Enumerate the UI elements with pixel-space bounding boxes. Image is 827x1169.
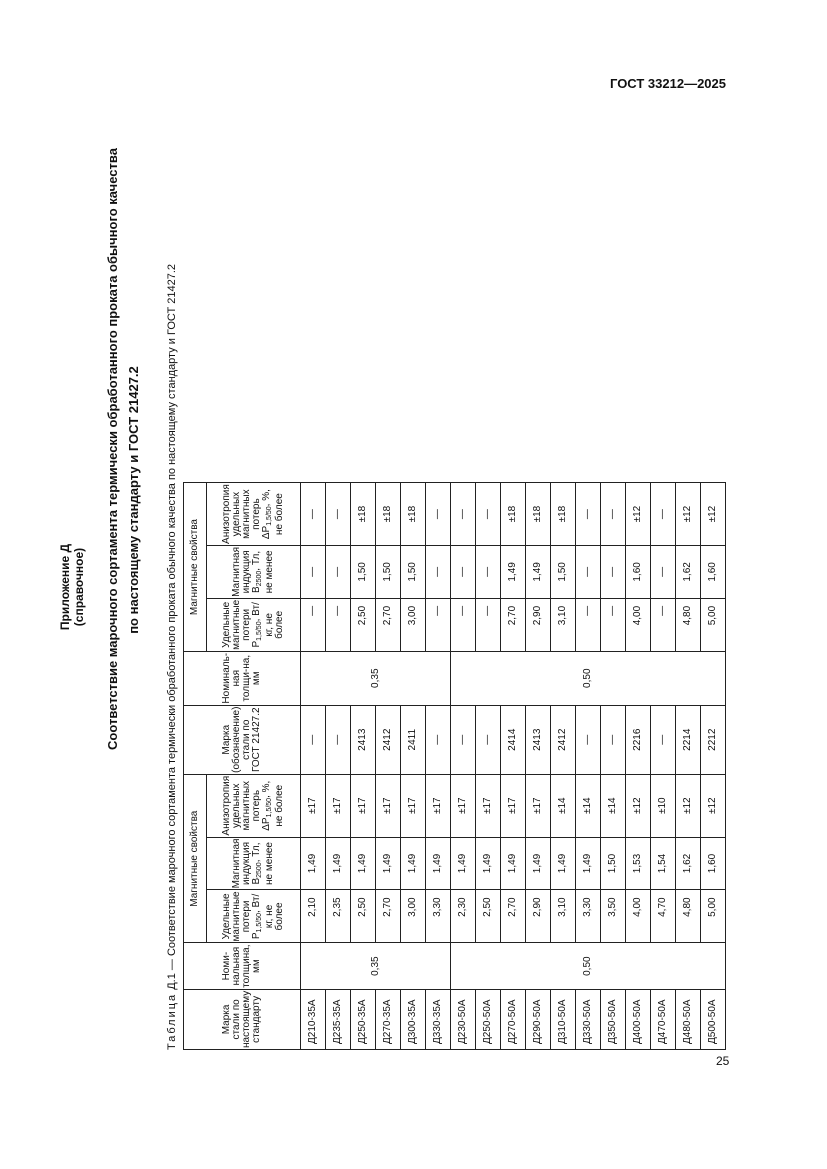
induction-cell: 1,49	[501, 837, 526, 890]
gost-grade-cell: —	[576, 705, 601, 774]
anisotropy-cell: ±14	[576, 774, 601, 837]
anisotropy-cell: ±17	[426, 774, 451, 837]
gost-induction-cell: 1,50	[351, 545, 376, 598]
gost-grade-cell: 2412	[376, 705, 401, 774]
induction-cell: 1,49	[526, 837, 551, 890]
page-number: 25	[716, 1054, 730, 1068]
grade-cell: Д310-50А	[551, 989, 576, 1049]
gost-induction-cell: 1,60	[626, 545, 651, 598]
anisotropy-cell: ±17	[476, 774, 501, 837]
gost-specific-loss-cell: —	[476, 598, 501, 651]
grade-cell: Д350-50А	[601, 989, 626, 1049]
header-gost-induction-sub: 2500	[256, 570, 263, 587]
grade-cell: Д270-50А	[501, 989, 526, 1049]
gost-anisotropy-cell: ±12	[676, 483, 701, 546]
gost-induction-cell: —	[451, 545, 476, 598]
header-specific-loss-text: Удельные магнитные потери P	[221, 891, 262, 942]
thickness-cell: 0,50	[451, 943, 726, 989]
gost-anisotropy-cell: ±18	[526, 483, 551, 546]
document-title	[102, 148, 144, 750]
gost-grade-cell: 2212	[701, 705, 726, 774]
header-gost-thickness: Номиналь-ная толщи-на, мм	[184, 651, 301, 705]
gost-grade-cell: —	[651, 705, 676, 774]
anisotropy-cell: ±17	[526, 774, 551, 837]
gost-anisotropy-cell: —	[601, 483, 626, 546]
anisotropy-cell: ±12	[701, 774, 726, 837]
induction-cell: 1,49	[401, 837, 426, 890]
induction-cell: 1,62	[676, 837, 701, 890]
header-magnetic-properties: Магнитные свойства	[184, 774, 207, 943]
gost-grade-cell: 2413	[351, 705, 376, 774]
induction-cell: 1,49	[426, 837, 451, 890]
gost-anisotropy-cell: ±18	[551, 483, 576, 546]
header-anisotropy-sub: 1,5/50	[266, 797, 273, 818]
gost-anisotropy-cell: ±12	[701, 483, 726, 546]
gost-specific-loss-cell: 4,00	[626, 598, 651, 651]
gost-thickness-cell: 0,35	[301, 651, 451, 705]
gost-grade-cell: —	[451, 705, 476, 774]
gost-anisotropy-cell: ±18	[401, 483, 426, 546]
header-gost-magnetic-properties: Магнитные свойства	[184, 483, 207, 652]
gost-specific-loss-cell: —	[651, 598, 676, 651]
induction-cell: 1,49	[376, 837, 401, 890]
anisotropy-cell: ±17	[401, 774, 426, 837]
grade-cell: Д330-35А	[426, 989, 451, 1049]
specific-loss-cell: 4,00	[626, 890, 651, 943]
gost-specific-loss-cell: —	[301, 598, 326, 651]
gost-anisotropy-cell: —	[326, 483, 351, 546]
header-gost-induction-text: Магнитная индукция B	[231, 546, 262, 597]
specific-loss-cell: 2,90	[526, 890, 551, 943]
header-gost-induction-unit: , Тл, не менее	[251, 550, 275, 594]
thickness-cell: 0,35	[301, 943, 451, 989]
table-row	[451, 483, 476, 1050]
grade-cell: Д235-35А	[326, 989, 351, 1049]
anisotropy-cell: ±14	[601, 774, 626, 837]
gost-induction-cell: 1,49	[501, 545, 526, 598]
induction-cell: 1,49	[476, 837, 501, 890]
header-anisotropy	[207, 774, 301, 837]
gost-grade-cell: —	[426, 705, 451, 774]
grade-cell: Д470-50А	[651, 989, 676, 1049]
gost-specific-loss-cell: —	[426, 598, 451, 651]
gost-grade-cell: 2414	[501, 705, 526, 774]
gost-anisotropy-cell: ±18	[351, 483, 376, 546]
gost-grade-cell: 2216	[626, 705, 651, 774]
induction-cell: 1,49	[551, 837, 576, 890]
gost-induction-cell: 1,50	[551, 545, 576, 598]
gost-induction-cell: —	[601, 545, 626, 598]
gost-specific-loss-cell: 2,70	[376, 598, 401, 651]
header-gost-anisotropy-text: Анизотропия удельных магнитных потерь ΔP	[221, 484, 272, 544]
grade-cell: Д400-50А	[626, 989, 651, 1049]
gost-anisotropy-cell: —	[651, 483, 676, 546]
header-gost-specific-loss-text: Удельные магнитные потери P	[221, 599, 262, 650]
document-title-line-2: по настоящему стандарту и ГОСТ 21427.2	[126, 366, 141, 634]
specific-loss-cell: 2,10	[301, 890, 326, 943]
induction-cell: 1,49	[451, 837, 476, 890]
specific-loss-cell: 2,50	[351, 890, 376, 943]
gost-specific-loss-cell: 5,00	[701, 598, 726, 651]
gost-specific-loss-cell: 2,70	[501, 598, 526, 651]
gost-grade-cell: 2413	[526, 705, 551, 774]
induction-cell: 1,49	[351, 837, 376, 890]
specific-loss-cell: 3,50	[601, 890, 626, 943]
gost-induction-cell: —	[651, 545, 676, 598]
grade-cell: Д500-50А	[701, 989, 726, 1049]
gost-induction-cell: —	[301, 545, 326, 598]
grade-cell: Д250-50А	[476, 989, 501, 1049]
specific-loss-cell: 2,70	[376, 890, 401, 943]
gost-induction-cell: —	[426, 545, 451, 598]
table-caption-text: Д.1 — Соответствие марочного сортамента термически обработанного проката обычного качества по настоящему стандарту и ГОСТ 21427.2	[166, 264, 178, 990]
specific-loss-cell: 2,30	[451, 890, 476, 943]
grade-cell: Д330-50А	[576, 989, 601, 1049]
header-specific-loss	[207, 890, 301, 943]
gost-grade-cell: 2214	[676, 705, 701, 774]
induction-cell: 1,54	[651, 837, 676, 890]
gost-grade-cell: —	[601, 705, 626, 774]
gost-specific-loss-cell: —	[576, 598, 601, 651]
induction-cell: 1,53	[626, 837, 651, 890]
anisotropy-cell: ±17	[376, 774, 401, 837]
header-gost-grade: Марка (обозначение) стали по ГОСТ 21427.2	[184, 705, 301, 774]
gost-grade-cell: 2411	[401, 705, 426, 774]
gost-anisotropy-cell: —	[451, 483, 476, 546]
header-gost-anisotropy-sub: 1,5/50	[266, 506, 273, 526]
grade-cell: Д480-50А	[676, 989, 701, 1049]
anisotropy-cell: ±14	[551, 774, 576, 837]
specific-loss-cell: 3,00	[401, 890, 426, 943]
anisotropy-cell: ±17	[326, 774, 351, 837]
gost-specific-loss-cell: —	[326, 598, 351, 651]
specific-loss-cell: 3,10	[551, 890, 576, 943]
header-induction	[207, 837, 301, 890]
anisotropy-cell: ±12	[626, 774, 651, 837]
gost-induction-cell: —	[576, 545, 601, 598]
header-gost-specific-loss	[207, 598, 301, 651]
grade-cell: Д230-50А	[451, 989, 476, 1049]
anisotropy-cell: ±17	[451, 774, 476, 837]
gost-induction-cell: —	[326, 545, 351, 598]
table-header-row	[184, 483, 207, 1050]
header-induction-unit: , Тл, не менее	[251, 842, 275, 885]
specific-loss-cell: 2,70	[501, 890, 526, 943]
gost-specific-loss-cell: 3,00	[401, 598, 426, 651]
grade-cell: Д210-35А	[301, 989, 326, 1049]
specific-loss-cell: 3,30	[426, 890, 451, 943]
induction-cell: 1,49	[576, 837, 601, 890]
gost-specific-loss-cell: 4,80	[676, 598, 701, 651]
header-anisotropy-text: Анизотропия удельных магнитных потерь ΔP	[221, 775, 272, 836]
header-grade: Марка стали по настоящему стандарту	[184, 989, 301, 1049]
induction-cell: 1,49	[326, 837, 351, 890]
gost-specific-loss-cell: —	[601, 598, 626, 651]
gost-induction-cell: 1,62	[676, 545, 701, 598]
grade-cell: Д250-35А	[351, 989, 376, 1049]
gost-thickness-cell: 0,50	[451, 651, 726, 705]
gost-induction-cell: 1,60	[701, 545, 726, 598]
specific-loss-cell: 3,30	[576, 890, 601, 943]
header-gost-specific-loss-unit: , Вт/кг, не более	[251, 602, 285, 639]
gost-specific-loss-cell: 3,10	[551, 598, 576, 651]
anisotropy-cell: ±17	[501, 774, 526, 837]
specific-loss-cell: 2,35	[326, 890, 351, 943]
specific-loss-cell: 5,00	[701, 890, 726, 943]
header-induction-sub: 2500	[256, 862, 263, 878]
appendix-heading	[58, 507, 86, 667]
gost-grade-cell: 2412	[551, 705, 576, 774]
grade-cell: Д270-35А	[376, 989, 401, 1049]
induction-cell: 1,49	[301, 837, 326, 890]
anisotropy-cell: ±12	[676, 774, 701, 837]
anisotropy-cell: ±17	[301, 774, 326, 837]
correspondence-table	[183, 482, 726, 1050]
gost-anisotropy-cell: —	[301, 483, 326, 546]
gost-specific-loss-cell: 2,90	[526, 598, 551, 651]
gost-grade-cell: —	[476, 705, 501, 774]
anisotropy-cell: ±10	[651, 774, 676, 837]
gost-specific-loss-cell: 2,50	[351, 598, 376, 651]
gost-anisotropy-cell: ±18	[376, 483, 401, 546]
header-specific-loss-sub: 1,5/50	[256, 913, 263, 933]
gost-anisotropy-cell: —	[576, 483, 601, 546]
header-thickness: Номи-нальная толщина, мм	[184, 943, 301, 989]
gost-induction-cell: 1,50	[376, 545, 401, 598]
specific-loss-cell: 4,70	[651, 890, 676, 943]
grade-cell: Д300-35А	[401, 989, 426, 1049]
appendix-subtitle: (справочное)	[72, 547, 86, 627]
header-anisotropy-unit: , %, не более	[261, 780, 285, 827]
anisotropy-cell: ±17	[351, 774, 376, 837]
document-title-line-1: Соответствие марочного сортамента термически обработанного проката обычного качества	[105, 148, 120, 750]
table-body	[301, 483, 726, 1050]
gost-grade-cell: —	[301, 705, 326, 774]
gost-grade-cell: —	[326, 705, 351, 774]
table-caption-label: Таблица	[166, 992, 178, 1050]
induction-cell: 1,50	[601, 837, 626, 890]
table-caption	[166, 264, 178, 1050]
gost-anisotropy-cell: —	[476, 483, 501, 546]
header-gost-anisotropy	[207, 483, 301, 546]
gost-induction-cell: 1,50	[401, 545, 426, 598]
induction-cell: 1,60	[701, 837, 726, 890]
specific-loss-cell: 2,50	[476, 890, 501, 943]
header-specific-loss-unit: , Вт/кг, не более	[251, 893, 285, 931]
specific-loss-cell: 4,80	[676, 890, 701, 943]
header-induction-text: Магнитная индукция B	[231, 838, 262, 889]
header-gost-specific-loss-sub: 1,5/50	[256, 621, 263, 641]
gost-anisotropy-cell: —	[426, 483, 451, 546]
gost-induction-cell: —	[476, 545, 501, 598]
header-gost-induction	[207, 545, 301, 598]
grade-cell: Д290-50А	[526, 989, 551, 1049]
gost-anisotropy-cell: ±12	[626, 483, 651, 546]
appendix-title: Приложение Д	[58, 543, 72, 631]
table-row	[301, 483, 326, 1050]
standard-number: ГОСТ 33212—2025	[610, 76, 726, 91]
gost-anisotropy-cell: ±18	[501, 483, 526, 546]
header-gost-anisotropy-unit: , %, не более	[261, 489, 285, 536]
gost-induction-cell: 1,49	[526, 545, 551, 598]
gost-specific-loss-cell: —	[451, 598, 476, 651]
